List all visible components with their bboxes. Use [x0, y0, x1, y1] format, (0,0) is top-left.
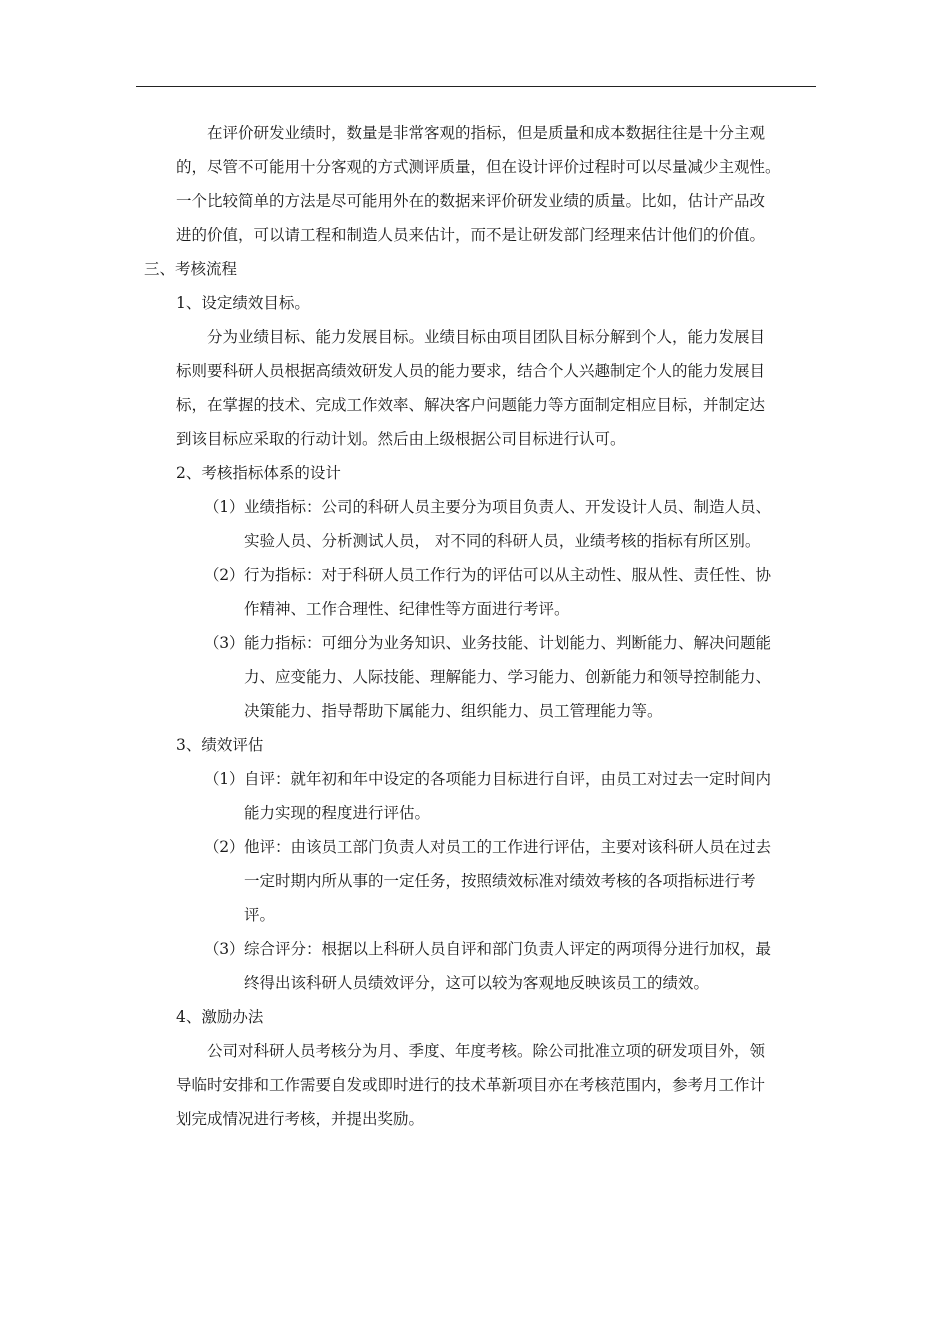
list-item: [176, 762, 808, 830]
item-text: 能力实现的程度进行评估。: [244, 804, 431, 822]
evaluation-list: [176, 762, 808, 1000]
item-number: （3）: [204, 634, 245, 652]
step4-paragraph: [176, 1034, 808, 1136]
header-rule: [136, 86, 816, 87]
item-text: 决策能力、指导帮助下属能力、组织能力、员工管理能力等。: [244, 702, 663, 720]
item-text: 行为指标：对于科研人员工作行为的评估可以从主动性、服从性、责任性、协: [244, 566, 772, 584]
indicator-list: [176, 490, 808, 728]
paragraph-line: 标则要科研人员根据高绩效研发人员的能力要求，结合个人兴趣制定个人的能力发展目: [176, 362, 766, 380]
paragraph-line: 划完成情况进行考核，并提出奖励。: [176, 1110, 425, 1128]
item-text: 终得出该科研人员绩效评分，这可以较为客观地反映该员工的绩效。: [244, 974, 710, 992]
item-text: 实验人员、分析测试人员， 对不同的科研人员，业绩考核的指标有所区别。: [244, 532, 761, 550]
item-text: 业绩指标：公司的科研人员主要分为项目负责人、开发设计人员、制造人员、: [244, 498, 772, 516]
item-text: 自评：就年初和年中设定的各项能力目标进行自评，由员工对过去一定时间内: [244, 770, 772, 788]
intro-paragraph: [176, 116, 808, 252]
item-number: （1）: [204, 770, 245, 788]
item-number: （1）: [204, 498, 245, 516]
step-heading: 1、设定绩效目标。: [176, 294, 310, 312]
item-text: 综合评分：根据以上科研人员自评和部门负责人评定的两项得分进行加权，最: [244, 940, 772, 958]
list-item: [176, 558, 808, 626]
step1-paragraph: [176, 320, 808, 456]
item-text: 力、应变能力、人际技能、理解能力、学习能力、创新能力和领导控制能力、: [244, 668, 772, 686]
section-heading: 三、考核流程: [144, 260, 238, 278]
item-text: 他评：由该员工部门负责人对员工的工作进行评估，主要对该科研人员在过去: [244, 838, 772, 856]
list-item: [176, 830, 808, 932]
paragraph-line: 进的价值，可以请工程和制造人员来估计，而不是让研发部门经理来估计他们的价值。: [176, 226, 766, 244]
document-body: [144, 116, 808, 1136]
item-number: （2）: [204, 566, 245, 584]
item-text: 一定时期内所从事的一定任务，按照绩效标准对绩效考核的各项指标进行考: [244, 872, 756, 890]
paragraph-line: 分为业绩目标、能力发展目标。业绩目标由项目团队目标分解到个人，能力发展目: [176, 328, 766, 346]
paragraph-line: 一个比较简单的方法是尽可能用外在的数据来评价研发业绩的质量。比如，估计产品改: [176, 192, 766, 210]
list-item: [176, 490, 808, 558]
item-number: （2）: [204, 838, 245, 856]
step-heading: 4、激励办法: [176, 1008, 264, 1026]
item-number: （3）: [204, 940, 245, 958]
item-text: 评。: [244, 906, 276, 924]
paragraph-line: 导临时安排和工作需要自发或即时进行的技术革新项目亦在考核范围内，参考月工作计: [176, 1076, 766, 1094]
paragraph-line: 到该目标应采取的行动计划。然后由上级根据公司目标进行认可。: [176, 430, 626, 448]
paragraph-line: 公司对科研人员考核分为月、季度、年度考核。除公司批准立项的研发项目外，领: [176, 1042, 766, 1060]
step-heading: 3、绩效评估: [176, 736, 264, 754]
list-item: [176, 932, 808, 1000]
item-text: 作精神、工作合理性、纪律性等方面进行考评。: [244, 600, 570, 618]
list-item: [176, 626, 808, 728]
paragraph-line: 在评价研发业绩时，数量是非常客观的指标，但是质量和成本数据往往是十分主观: [176, 124, 766, 142]
paragraph-line: 的，尽管不可能用十分客观的方式测评质量，但在设计评价过程时可以尽量减少主观性。: [176, 158, 781, 176]
item-text: 能力指标：可细分为业务知识、业务技能、计划能力、判断能力、解决问题能: [244, 634, 772, 652]
step-heading: 2、考核指标体系的设计: [176, 464, 341, 482]
paragraph-line: 标，在掌握的技术、完成工作效率、解决客户问题能力等方面制定相应目标，并制定达: [176, 396, 766, 414]
